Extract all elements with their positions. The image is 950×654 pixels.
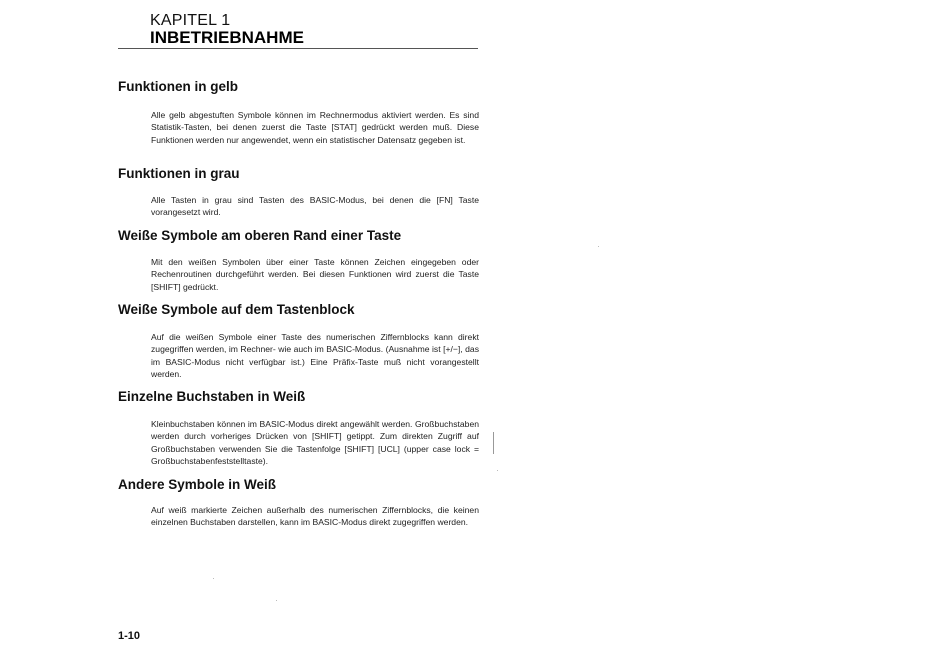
section-title: Weiße Symbole auf dem Tastenblock — [118, 302, 355, 317]
margin-mark — [493, 432, 494, 454]
section-body: Kleinbuchstaben können im BASIC-Modus direkt angewählt werden. Großbuchstaben werden durch vorheriges Drücken von [SHIFT] getippt. Zum direkten Zugriff auf Großbuchstaben verwenden Sie die Tastenfolge [SHIFT] [UCL] (upper case lock = Großbuchstabenfeststelltaste). — [151, 419, 479, 466]
section-body: Alle gelb abgestuften Symbole können im Rechnermodus aktiviert werden. Es sind Statistik-Tasten, bei denen zuerst die Taste [STAT] gedrückt werden muß. Diese Funktionen werden nur angewendet, wenn ein statistischer Datensatz gegeben ist. — [151, 110, 479, 145]
chapter-divider — [118, 48, 478, 49]
section-title: Einzelne Buchstaben in Weiß — [118, 389, 306, 404]
section-title: Weiße Symbole am oberen Rand einer Taste — [118, 228, 402, 243]
section-title: Funktionen in grau — [118, 166, 240, 181]
section-title: Funktionen in gelb — [118, 79, 238, 94]
section-body: Auf weiß markierte Zeichen außerhalb des numerischen Ziffernblocks, die keinen einzelnen Buchstaben darstellen, kann im BASIC-Modus direkt zugegriffen werden. — [151, 505, 479, 528]
chapter-title: INBETRIEBNAHME — [150, 28, 304, 47]
section-title: Andere Symbole in Weiß — [118, 477, 277, 492]
section-body: Mit den weißen Symbolen über einer Taste können Zeichen eingegeben oder Rechenroutinen durchgeführt werden. Bei diesen Funktionen wird zuerst die Taste [SHIFT] gedrückt. — [151, 257, 479, 292]
section-body: Auf die weißen Symbole einer Taste des numerischen Ziffernblocks kann direkt zugegriffen werden, im Rechner- wie auch im BASIC-Modus. (Ausnahme ist [+/−], das im BASIC-Modus nicht verfügbar ist.) Eine Präfix-Taste muß nicht vorangestellt werden. — [151, 332, 479, 379]
chapter-label: KAPITEL 1 — [150, 12, 231, 29]
section-body: Alle Tasten in grau sind Tasten des BASIC-Modus, bei denen die [FN] Taste vorangesetzt wird. — [151, 195, 479, 218]
scan-speck — [598, 246, 599, 247]
scan-speck — [276, 600, 277, 601]
scan-speck — [213, 578, 214, 579]
scan-speck — [497, 470, 498, 471]
page-number: 1-10 — [118, 630, 141, 642]
